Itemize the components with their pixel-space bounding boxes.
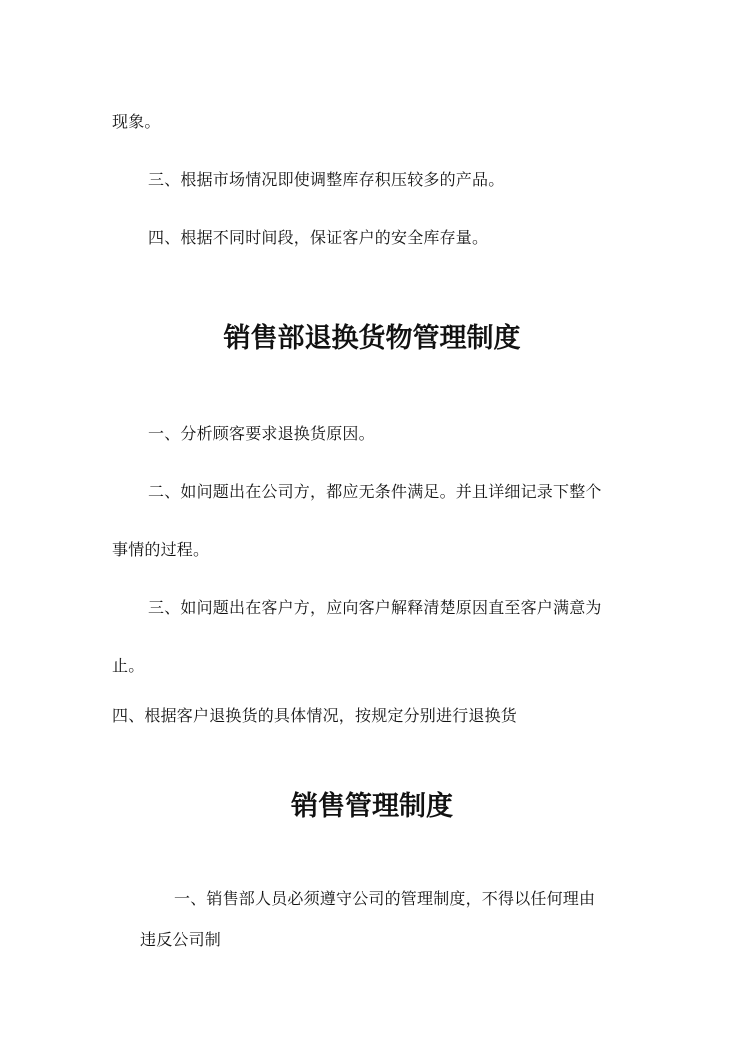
paragraph-line: 事情的过程。	[112, 540, 210, 559]
paragraph-line: 三、根据市场情况即使调整库存积压较多的产品。	[148, 170, 505, 189]
paragraph-line: 一、分析顾客要求退换货原因。	[148, 424, 375, 443]
paragraph-line: 二、如问题出在公司方，都应无条件满足。并且详细记录下整个	[148, 482, 602, 501]
paragraph-line: 四、根据客户退换货的具体情况，按规定分别进行退换货	[112, 706, 518, 725]
paragraph-line: 四、根据不同时间段，保证客户的安全库存量。	[148, 228, 489, 247]
paragraph-line: 止。	[112, 656, 145, 675]
paragraph-line: 违反公司制	[140, 930, 222, 949]
paragraph-line: 现象。	[112, 112, 161, 131]
paragraph-line: 三、如问题出在客户方，应向客户解释清楚原因直至客户满意为	[148, 598, 602, 617]
paragraph-line: 一、销售部人员必须遵守公司的管理制度，不得以任何理由	[174, 889, 596, 908]
section-heading: 销售管理制度	[291, 791, 453, 822]
section-heading: 销售部退换货物管理制度	[223, 323, 521, 354]
